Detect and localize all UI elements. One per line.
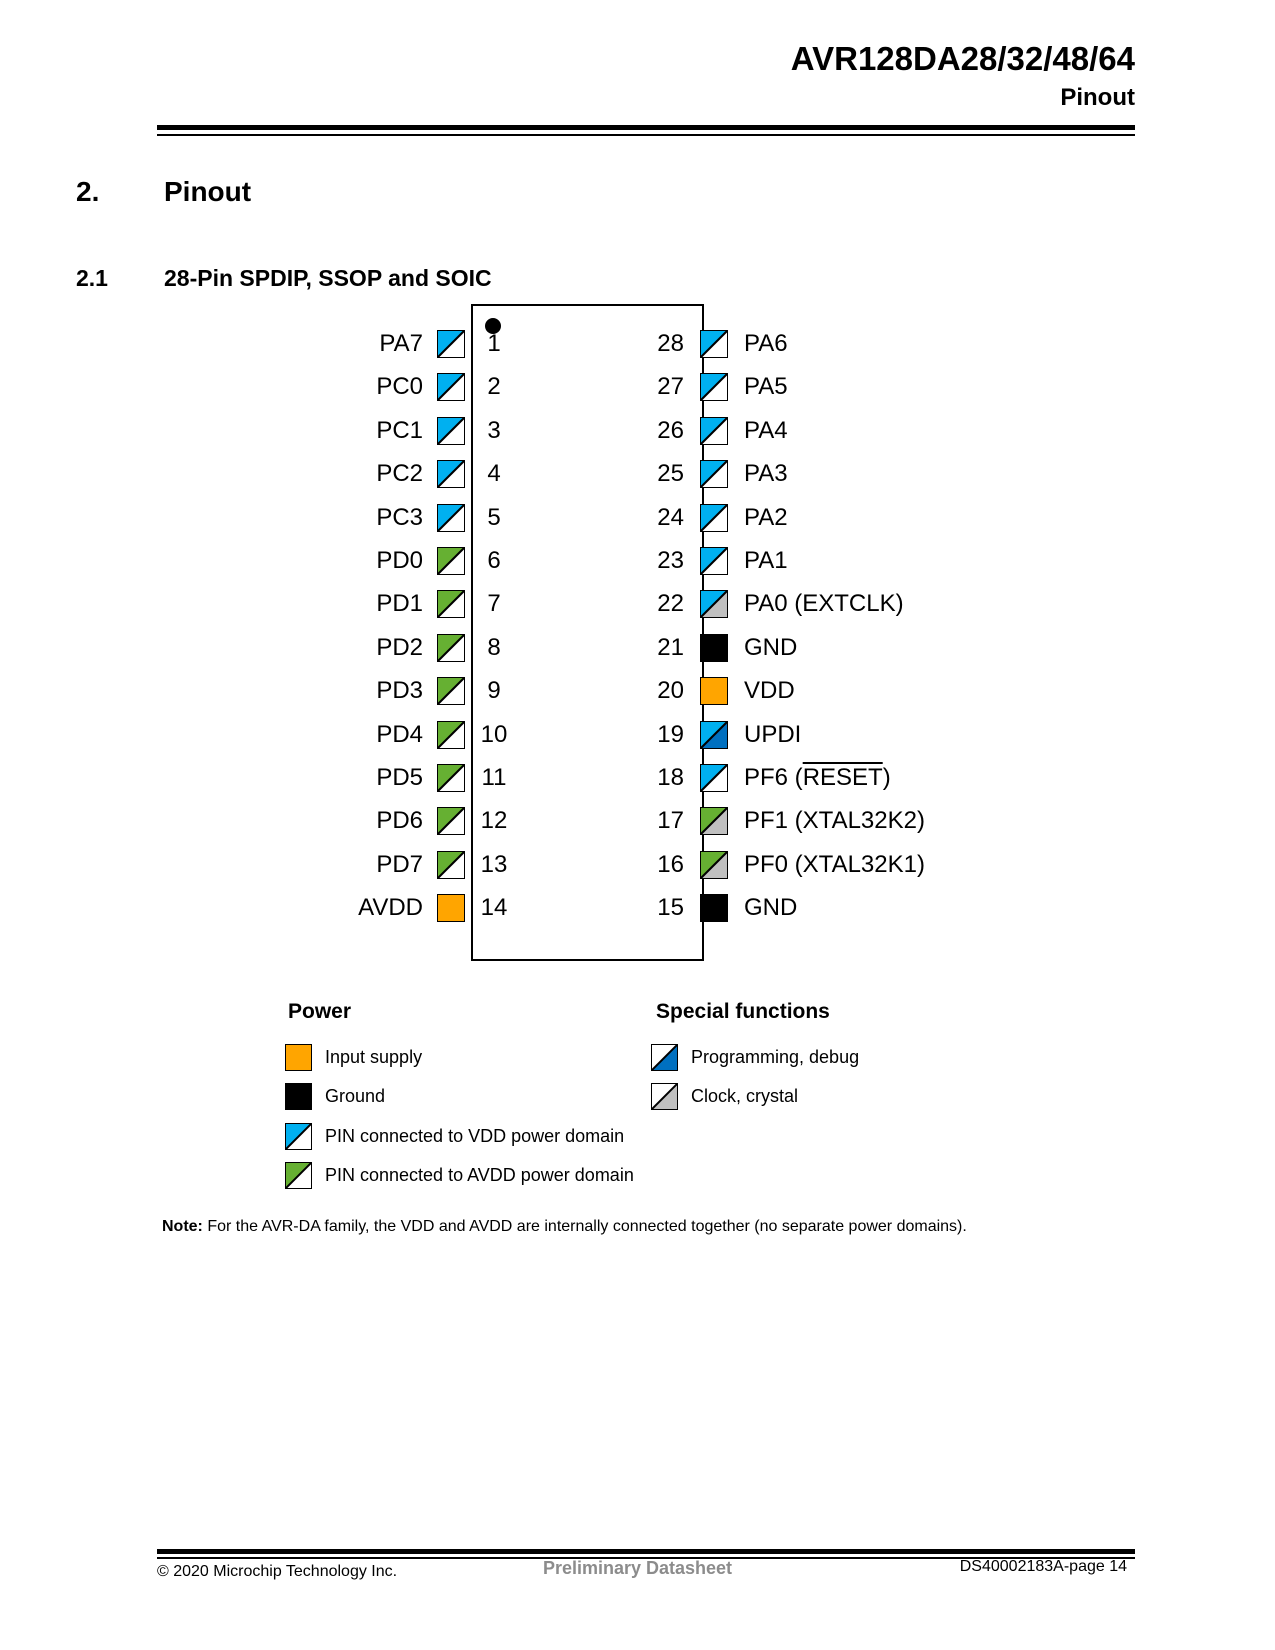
pin-number-26: 26	[657, 417, 684, 444]
subsection-title: 28-Pin SPDIP, SSOP and SOIC	[164, 265, 492, 291]
pin-number-20: 20	[657, 677, 684, 704]
pin-label-23: PA1	[744, 547, 788, 574]
pin-number-1: 1	[487, 330, 501, 357]
pin-number-19: 19	[657, 721, 684, 748]
pin-swatch-21	[700, 634, 728, 662]
pin-swatch-16	[700, 851, 728, 879]
pin-label-3: PC1	[376, 417, 423, 444]
pin-swatch-5	[437, 504, 465, 532]
pin-swatch-12	[437, 807, 465, 835]
subsection-number: 2.1	[76, 265, 108, 291]
pin-number-23: 23	[657, 547, 684, 574]
pin-label-18	[744, 764, 891, 792]
pin-label-7: PD1	[376, 590, 423, 617]
pin-label-13: PD7	[376, 851, 423, 878]
pin-swatch-23	[700, 547, 728, 575]
pin-label-suffix: )	[882, 764, 891, 791]
footer-rule-thick	[157, 1549, 1135, 1554]
legend-swatch-power	[285, 1044, 312, 1071]
header-rule-thick	[157, 125, 1135, 130]
pin-swatch-1	[437, 330, 465, 358]
pin-label-1: PA7	[379, 330, 423, 357]
pin-number-5: 5	[487, 504, 501, 531]
pin-label-20: VDD	[744, 677, 795, 704]
legend-swatch-white-prog	[651, 1044, 678, 1071]
pin-swatch-8	[437, 634, 465, 662]
pin-number-24: 24	[657, 504, 684, 531]
pin-number-3: 3	[487, 417, 501, 444]
pin-label-12: PD6	[376, 807, 423, 834]
pin-number-12: 12	[480, 807, 508, 834]
legend-swatch-vdd	[285, 1123, 312, 1150]
pin-number-14: 14	[480, 894, 508, 921]
document-subtitle: Pinout	[1060, 84, 1135, 111]
pin-label-6: PD0	[376, 547, 423, 574]
pin-swatch-28	[700, 330, 728, 358]
pin-label-16: PF0 (XTAL32K1)	[744, 851, 925, 878]
pin-label-11: PD5	[376, 764, 423, 791]
pin-label-5: PC3	[376, 504, 423, 531]
pin-number-9: 9	[487, 677, 501, 704]
legend-label-white-clock: Clock, crystal	[691, 1086, 799, 1106]
pin-number-28: 28	[657, 330, 684, 357]
pin-number-21: 21	[657, 634, 684, 661]
pin-swatch-14	[437, 894, 465, 922]
pin-label-26: PA4	[744, 417, 788, 444]
pin-number-8: 8	[487, 634, 501, 661]
pin-label-17: PF1 (XTAL32K2)	[744, 807, 925, 834]
pin-swatch-19	[700, 721, 728, 749]
footer-copyright: © 2020 Microchip Technology Inc.	[157, 1563, 398, 1580]
pin-label-overlined: RESET	[802, 764, 883, 791]
pin-label-9: PD3	[376, 677, 423, 704]
document-title: AVR128DA28/32/48/64	[790, 40, 1135, 77]
pin-number-10: 10	[480, 721, 508, 748]
pin-number-4: 4	[487, 460, 501, 487]
section-title: Pinout	[164, 176, 252, 207]
pin-number-17: 17	[657, 807, 684, 834]
footer-center-label: Preliminary Datasheet	[542, 1558, 733, 1578]
pin-label-14: AVDD	[358, 894, 423, 921]
pin-number-22: 22	[657, 590, 684, 617]
pin-number-7: 7	[487, 590, 501, 617]
pin-label-22: PA0 (EXTCLK)	[744, 590, 904, 617]
pin-number-6: 6	[487, 547, 501, 574]
legend-label-ground: Ground	[325, 1086, 386, 1106]
pin-swatch-10	[437, 721, 465, 749]
pin-label-8: PD2	[376, 634, 423, 661]
pin-swatch-3	[437, 417, 465, 445]
pin-number-13: 13	[480, 851, 508, 878]
legend-label-white-prog: Programming, debug	[691, 1047, 860, 1067]
legend-swatch-ground	[285, 1083, 312, 1110]
pin-number-27: 27	[657, 373, 684, 400]
pin-number-11: 11	[481, 764, 507, 791]
note-label: Note:	[162, 1218, 203, 1235]
pin-label-prefix: PF6 (	[744, 764, 803, 791]
pin-label-24: PA2	[744, 504, 788, 531]
legend-power-heading: Power	[288, 1000, 352, 1023]
pin-swatch-24	[700, 504, 728, 532]
pin-swatch-20	[700, 677, 728, 705]
pin-label-10: PD4	[376, 721, 423, 748]
pin-swatch-6	[437, 547, 465, 575]
pin-swatch-4	[437, 460, 465, 488]
pin-label-4: PC2	[376, 460, 423, 487]
pin-label-28: PA6	[744, 330, 788, 357]
note-text: For the AVR-DA family, the VDD and AVDD are internally connected together (no separate power domains).	[207, 1218, 967, 1235]
legend-label-vdd: PIN connected to VDD power domain	[325, 1126, 625, 1146]
legend-label-power: Input supply	[325, 1047, 423, 1067]
legend-special-heading: Special functions	[656, 1000, 830, 1023]
pin-number-16: 16	[657, 851, 684, 878]
legend-swatch-avdd	[285, 1162, 312, 1189]
pin-swatch-13	[437, 851, 465, 879]
pin-swatch-7	[437, 590, 465, 618]
pin-swatch-18	[700, 764, 728, 792]
pin-swatch-2	[437, 373, 465, 401]
pin-swatch-9	[437, 677, 465, 705]
legend-swatch-white-clock	[651, 1083, 678, 1110]
legend-label-avdd: PIN connected to AVDD power domain	[325, 1165, 634, 1185]
pin-swatch-22	[700, 590, 728, 618]
pin-number-2: 2	[487, 373, 501, 400]
header-rule-thin	[157, 134, 1135, 136]
pin-swatch-17	[700, 807, 728, 835]
footnote	[162, 1218, 967, 1236]
pin-label-19: UPDI	[744, 721, 802, 748]
pin-swatch-15	[700, 894, 728, 922]
pin-swatch-11	[437, 764, 465, 792]
footer-page-number: DS40002183A-page 14	[959, 1558, 1127, 1575]
pin-label-15: GND	[744, 894, 798, 921]
pin-swatch-25	[700, 460, 728, 488]
section-number: 2.	[76, 176, 100, 207]
pin-swatch-27	[700, 373, 728, 401]
pin-number-25: 25	[657, 460, 684, 487]
pin-label-25: PA3	[744, 460, 788, 487]
pin-label-21: GND	[744, 634, 798, 661]
pin-number-18: 18	[657, 764, 684, 791]
pin-number-15: 15	[657, 894, 684, 921]
pin-swatch-26	[700, 417, 728, 445]
pin-label-27: PA5	[744, 373, 788, 400]
pin-label-2: PC0	[376, 373, 423, 400]
